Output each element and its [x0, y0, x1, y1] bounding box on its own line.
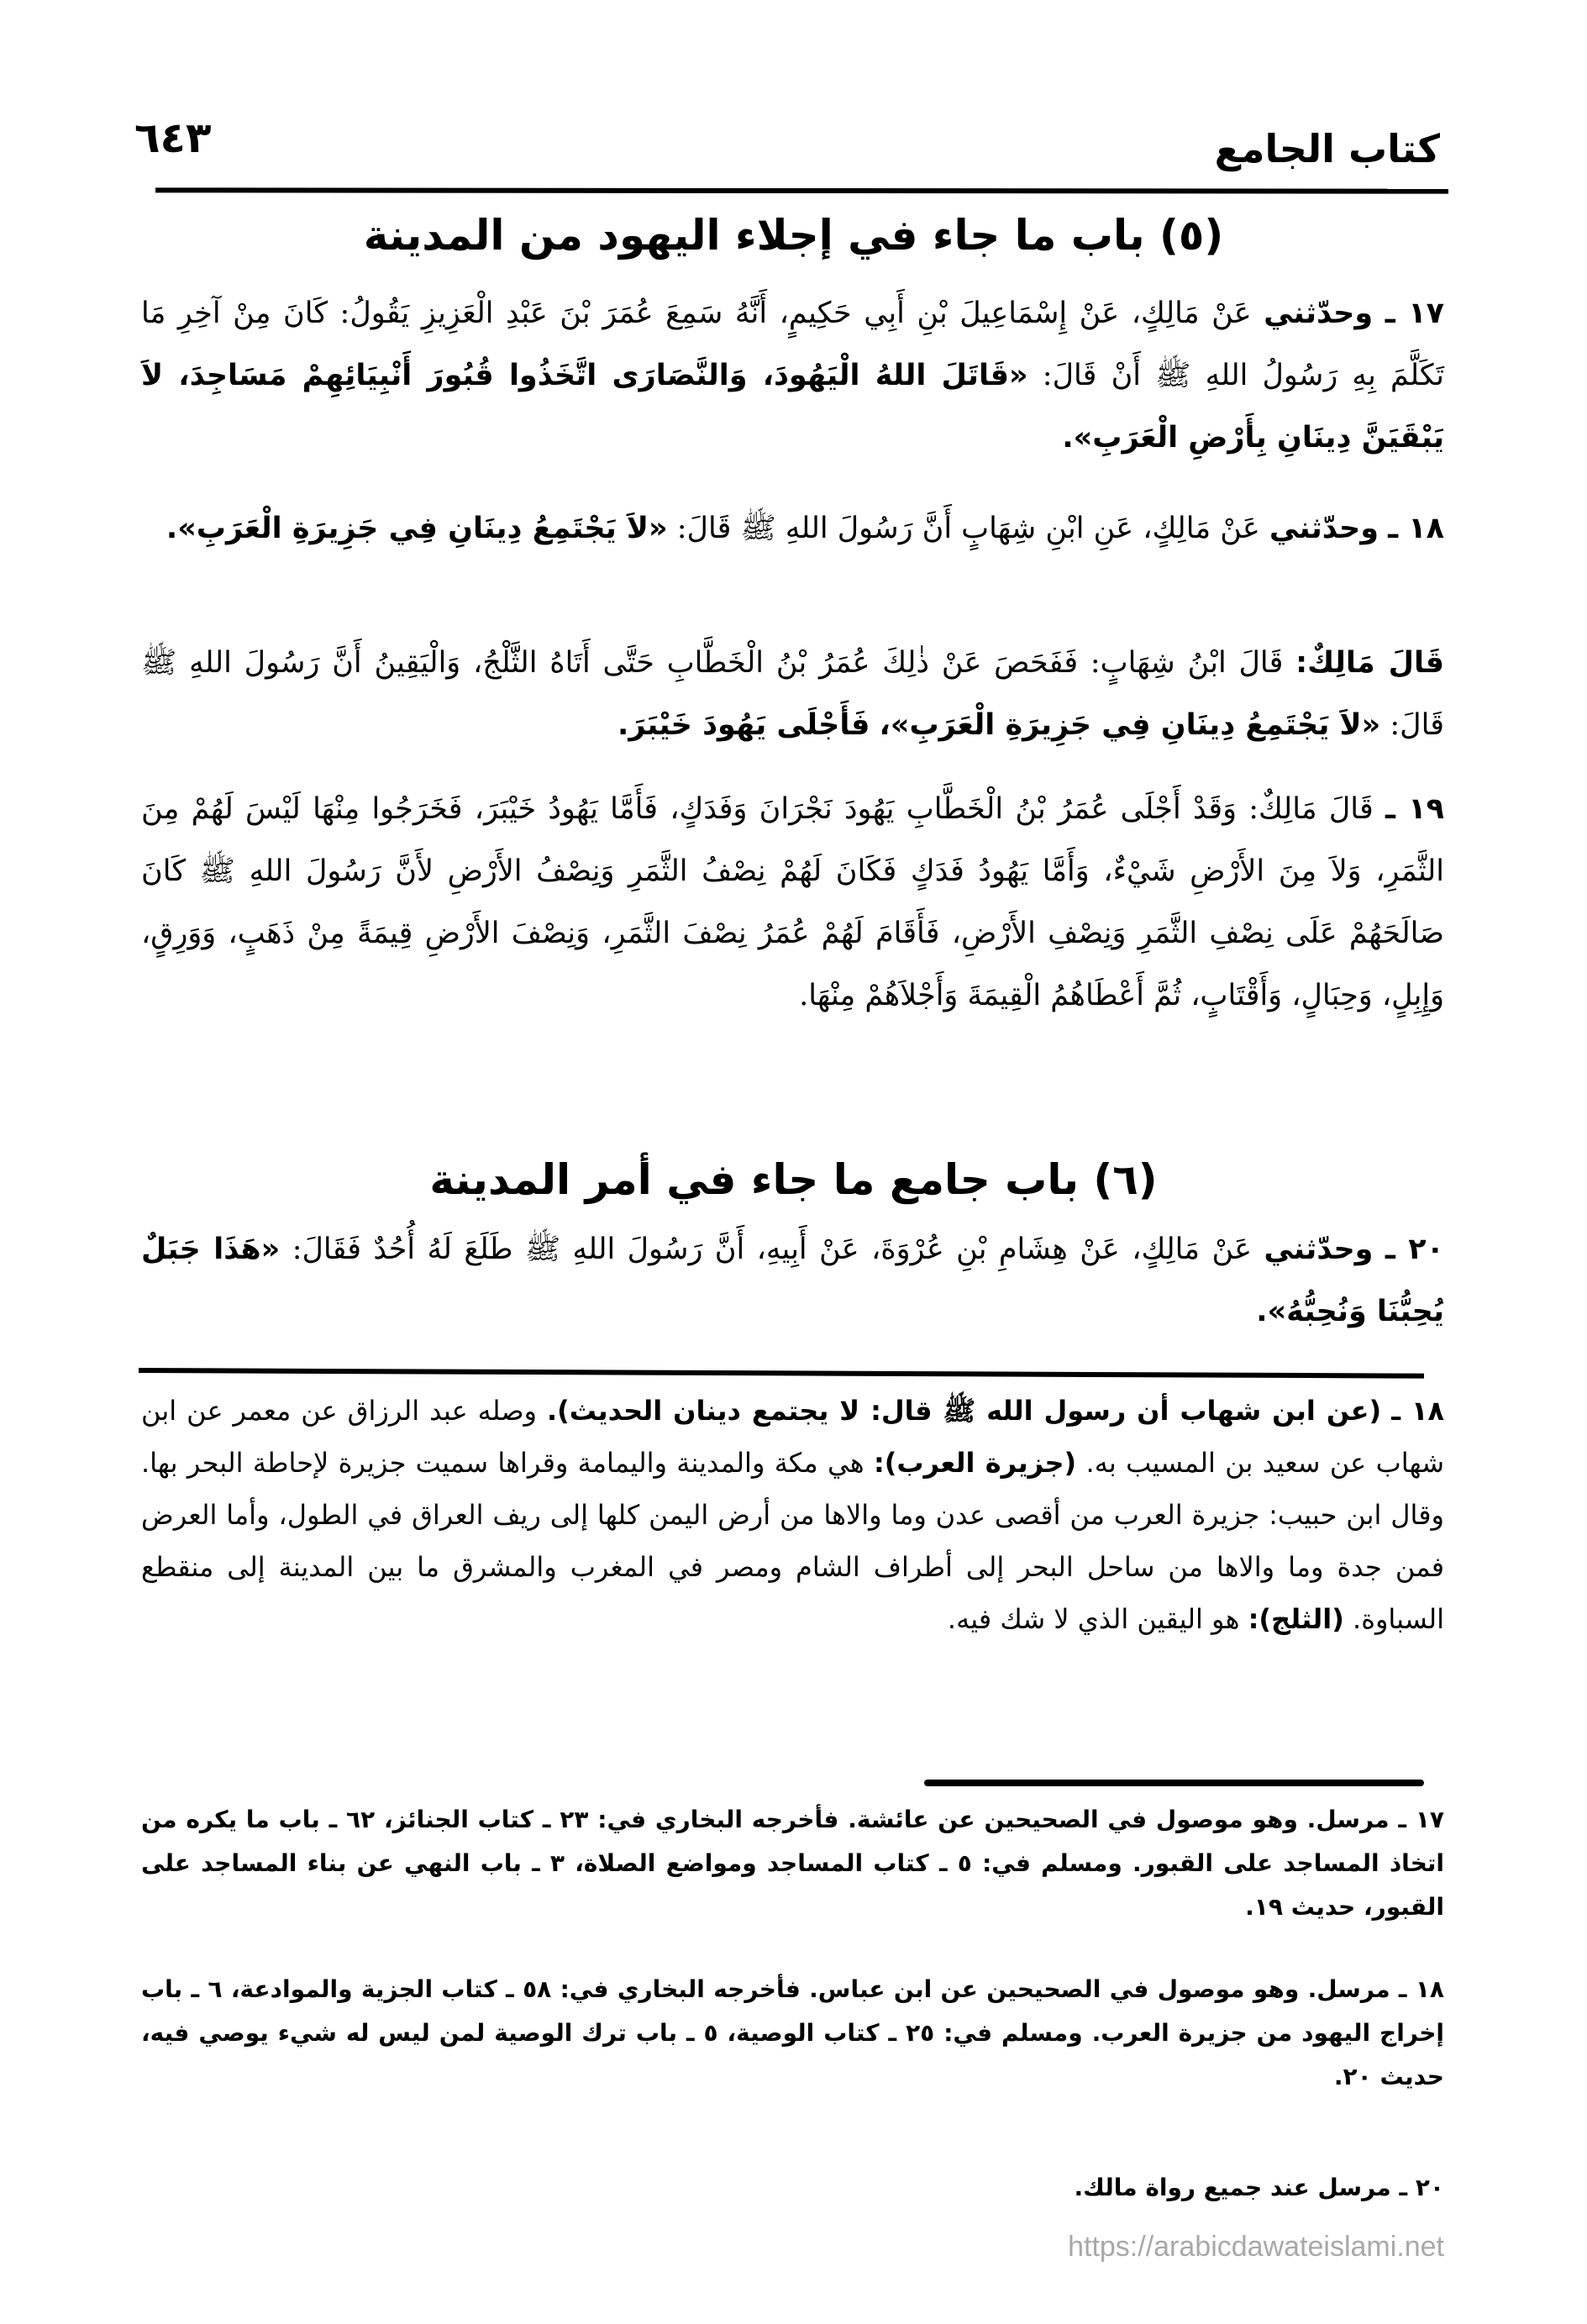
hadith-text: عَنْ مَالِكٍ، عَنْ هِشَامِ بْنِ عُرْوَةَ، عَنْ أَبِيهِ، أَنَّ رَسُولَ اللهِ ﷺ طَلَعَ لَهُ أُحُدٌ فَقَالَ:: [292, 1233, 1252, 1266]
hadith-quote: «لاَ يَجْتَمِعُ دِينَانِ فِي جَزِيرَةِ الْعَرَبِ»،: [879, 708, 1381, 742]
commentary-text-3: هو اليقين الذي لا شك فيه.: [947, 1603, 1240, 1635]
references-rule: [924, 1780, 1424, 1786]
chapter-title-6: (٦) باب جامع ما جاء في أمر المدينة: [429, 1155, 1158, 1204]
hadith-lead: وحدّثني: [1264, 297, 1374, 330]
commentary-text-2: هي مكة والمدينة واليمامة وقراها سميت جزيرة لإحاطة البحر بها. وقال ابن حبيب: جزيرة العرب من أقصى عدن وما والاها من أرض اليمن كلها إلى ريف العراق في الطول، وأما العرض فمن جدة وما والاها من ساحل البحر إلى أطراف الشام ومصر في المغرب والمشرق ما بين المدينة إلى منقطع السباوة.: [141, 1447, 1444, 1635]
malik-lead: قَالَ مَالِكٌ:: [1295, 646, 1444, 680]
hadith-number: ٢٠ ـ: [1385, 1233, 1444, 1266]
chapter-title-5: (٥) باب ما جاء في إجلاء اليهود من المدينة: [363, 211, 1224, 260]
hadith-18: [141, 497, 1444, 560]
commentary-bold-3: (الثلج):: [1248, 1603, 1344, 1635]
hadith-20: [141, 1218, 1444, 1343]
notes-rule: [139, 1368, 1424, 1379]
reference-18: ١٨ ـ مرسل. وهو موصول في الصحيحين عن ابن عباس. فأخرجه البخاري في: ٥٨ ـ كتاب الجزية والموادعة، ٦ ـ باب إخراج اليهود من جزيرة العرب. ومسلم في: ٢٥ ـ كتاب الوصية، ٥ ـ باب ترك الوصية لمن ليس له شيء يوصي فيه، حديث ٢٠.: [141, 1975, 1445, 2090]
commentary-text-1: وصله عبد الرزاق عن معمر عن ابن شهاب عن سعيد بن المسيب به.: [141, 1395, 1445, 1479]
hadith-text: عَنْ مَالِكٍ، عَنِ ابْنِ شِهَابٍ أَنَّ رَسُولَ اللهِ ﷺ قَالَ:: [676, 512, 1260, 545]
commentary-number: ١٨ ـ: [1391, 1395, 1445, 1427]
hadith-text: قَالَ مَالِكٌ: وَقَدْ أَجْلَى عُمَرُ بْنُ الْخَطَّابِ يَهُودَ نَجْرَانَ وَفَدَكٍ، فَأَمَّا يَهُودُ خَيْبَرَ، فَخَرَجُوا مِنْهَا لَيْسَ لَهُمْ مِنَ الثَّمَرِ، وَلاَ مِنَ الأَرْضِ شَيْءٌ، وَأَمَّا يَهُودُ فَدَكٍ فَكَانَ لَهُمْ نِصْفُ الثَّمَرِ وَنِصْفُ الأَرْضِ لأَنَّ رَسُولَ اللهِ ﷺ كَانَ صَالَحَهُمْ عَلَى نِصْفِ الثَّمَرِ وَنِصْفِ الأَرْضِ، فَأَقَامَ لَهُمْ عُمَرُ نِصْفَ الثَّمَرِ، وَنِصْفَ الأَرْضِ قِيمَةً مِنْ ذَهَبٍ، وَوَرِقٍ، وَإِبِلٍ، وَحِبَالٍ، وَأَقْتَابٍ، ثُمَّ أَعْطَاهُمُ الْقِيمَةَ وَأَجْلاَهُمْ مِنْهَا.: [141, 792, 1444, 1012]
commentary-bold-1: (عن ابن شهاب أن رسول الله ﷺ قال: لا يجتمع دينان الحديث).: [547, 1395, 1382, 1427]
running-title: كتاب الجامع: [1214, 126, 1440, 171]
header-rule: [155, 187, 1448, 193]
hadith-quote: «لاَ يَجْتَمِعُ دِينَانِ فِي جَزِيرَةِ الْعَرَبِ».: [166, 512, 668, 545]
hadith-lead: وحدّثني: [1269, 512, 1379, 545]
page-number: ٦٤٣: [134, 113, 212, 162]
hadith-number: ١٩ ـ: [1385, 792, 1444, 826]
commentary-18: [141, 1385, 1444, 1645]
hadith-lead: وحدّثني: [1264, 1233, 1374, 1266]
hadith-text: عَنْ مَالِكٍ، عَنْ إِسْمَاعِيلَ بْنِ أَبِي حَكِيمٍ، أَنَّهُ سَمِعَ عُمَرَ بْنَ عَبْدِ الْعَزِيزِ يَقُولُ: كَانَ مِنْ آخِرِ مَا تَكَلَّمَ بِهِ رَسُولُ اللهِ ﷺ أَنْ قَالَ:: [141, 297, 1444, 392]
hadith-17: [141, 282, 1444, 469]
hadith-number: ١٨ ـ: [1388, 512, 1444, 545]
hadith-quote: «قَاتَلَ اللهُ الْيَهُودَ، وَالنَّصَارَى اتَّخَذُوا قُبُورَ أَنْبِيَائِهِمْ مَسَاجِدَ، لاَ يَبْقَيَنَّ دِينَانِ بِأَرْضِ الْعَرَبِ».: [141, 359, 1444, 455]
hadith-19: [141, 778, 1444, 1027]
reference-17: ١٧ ـ مرسل. وهو موصول في الصحيحين عن عائشة. فأخرجه البخاري في: ٢٣ ـ كتاب الجنائز، ٦٢ ـ باب ما يكره من اتخاذ المساجد على القبور. ومسلم في: ٥ ـ كتاب المساجد ومواضع الصلاة، ٣ ـ باب النهي عن بناء المساجد على القبور، حديث ١٩.: [141, 1806, 1445, 1921]
hadith-text: قَالَ ابْنُ شِهَابٍ: فَفَحَصَ عَنْ ذٰلِكَ عُمَرُ بْنُ الْخَطَّابِ حَتَّى أَتَاهُ الثَّلْجُ، وَالْيَقِينُ أَنَّ رَسُولَ اللهِ ﷺ قَالَ:: [141, 646, 1444, 742]
hadith-quote: «هَذَا جَبَلٌ يُحِبُّنَا وَنُحِبُّهُ».: [141, 1233, 1444, 1328]
hadith-number: ١٧ ـ: [1385, 297, 1444, 330]
hadith-18-malik: [141, 632, 1444, 756]
watermark-url: https://arabicdawateislami.net: [1068, 2231, 1444, 2263]
reference-20: ٢٠ ـ مرسل عند جميع رواة مالك.: [1074, 2174, 1444, 2201]
commentary-bold-2: (جزيرة العرب):: [873, 1447, 1077, 1479]
hadith-text-bold: فَأَجْلَى يَهُودَ خَيْبَرَ.: [617, 708, 870, 742]
